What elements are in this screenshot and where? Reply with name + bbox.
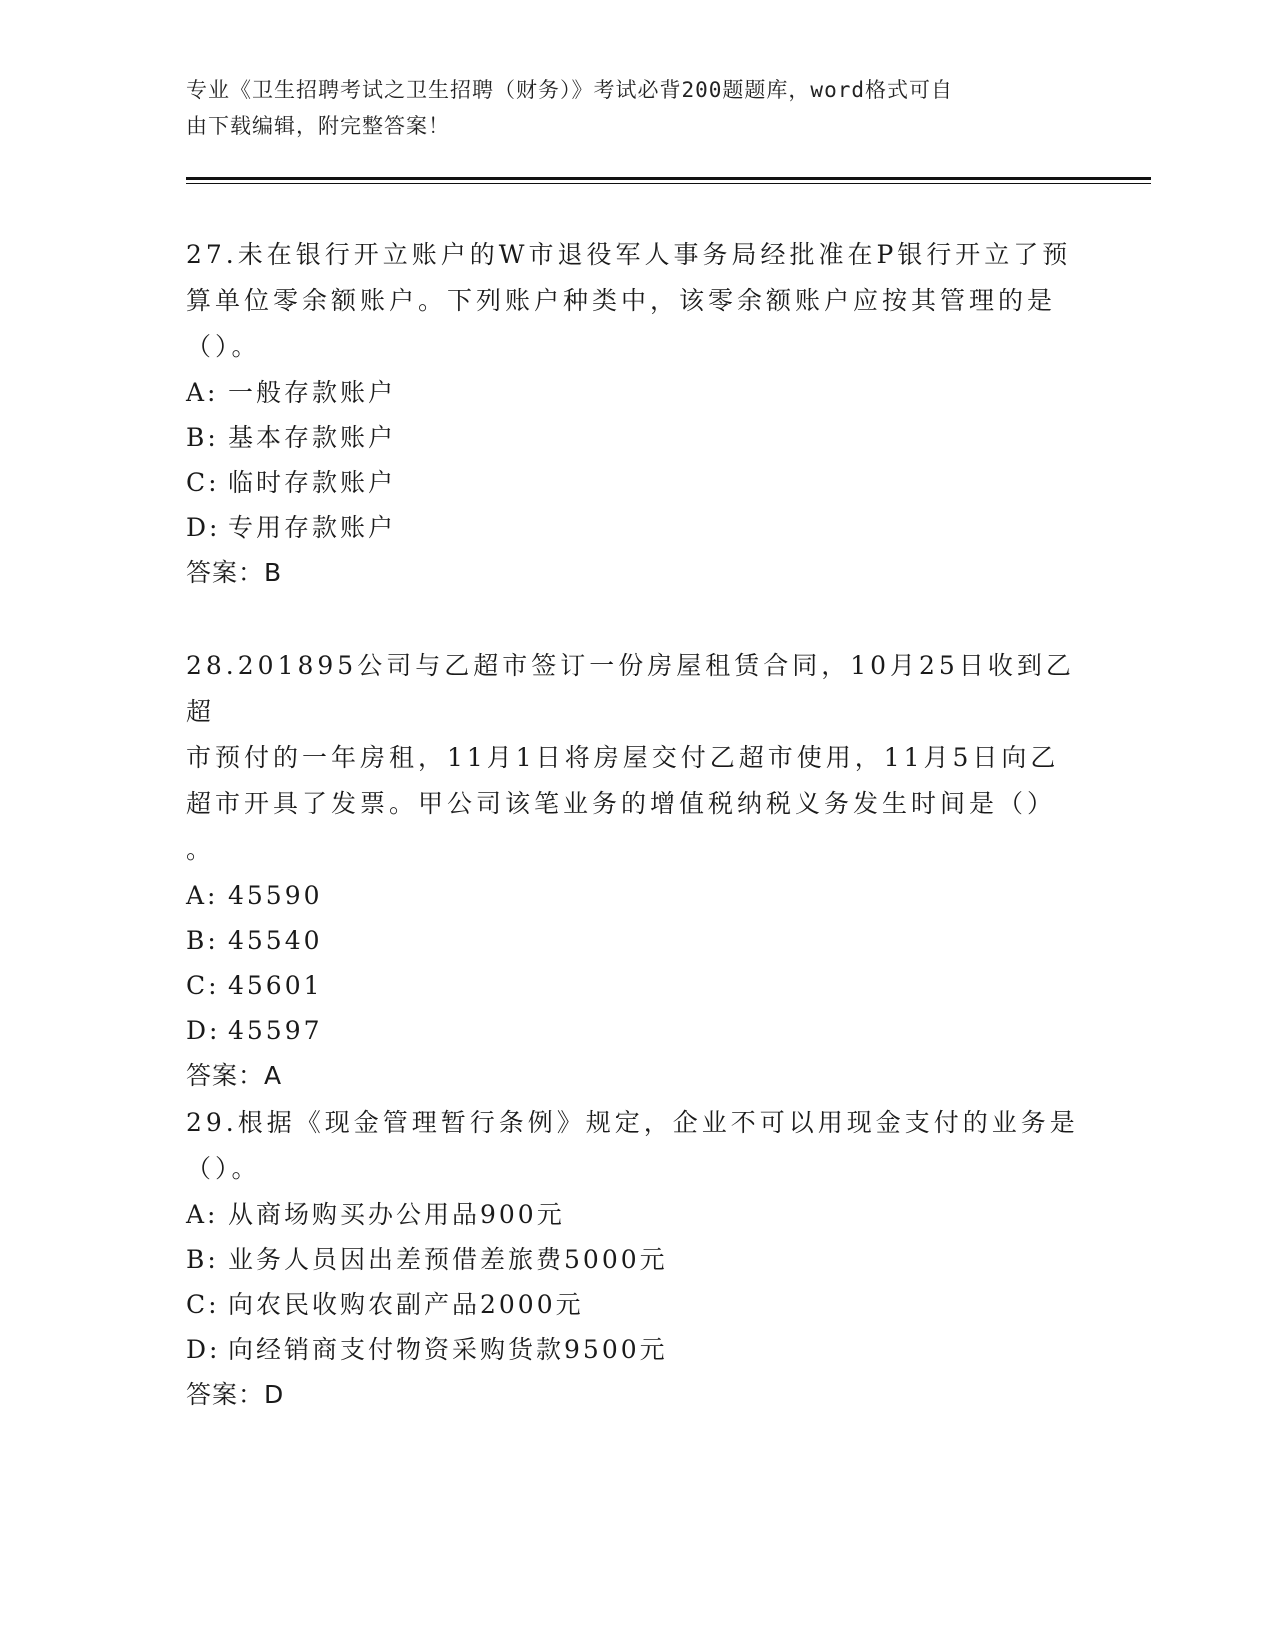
option-d <box>186 1327 1086 1372</box>
question-line: 。 <box>186 835 216 864</box>
option-d <box>186 1008 1086 1053</box>
question-line: 算单位零余额账户。下列账户种类中，该零余额账户应按其管理的是 <box>186 286 1057 315</box>
option-text: 45540 <box>228 926 323 955</box>
question-line: （）。 <box>186 332 261 361</box>
question-27 <box>186 232 1086 596</box>
option-b <box>186 1237 1086 1282</box>
question-line: 29.根据《现金管理暂行条例》规定，企业不可以用现金支付的业务是 <box>186 1108 1079 1137</box>
document-header <box>186 72 1066 144</box>
option-c <box>186 1282 1086 1327</box>
option-text: 一般存款账户 <box>228 378 397 407</box>
header-line-2: 由下载编辑，附完整答案！ <box>186 114 450 138</box>
option-text: 专用存款账户 <box>228 513 397 542</box>
question-28 <box>186 643 1086 1099</box>
option-b <box>186 415 1086 460</box>
header-divider-thin <box>186 183 1151 184</box>
question-line: 27.未在银行开立账户的W市退役军人事务局经批准在P银行开立了预 <box>186 240 1072 269</box>
option-text: 向经销商支付物资采购货款9500元 <box>228 1335 668 1364</box>
option-a <box>186 1192 1086 1237</box>
question-line: 市预付的一年房租，11月1日将房屋交付乙超市使用，11月5日向乙 <box>186 743 1060 772</box>
option-letter: D: <box>186 1016 221 1045</box>
option-letter: A: <box>186 1200 219 1229</box>
header-divider-thick <box>186 177 1151 180</box>
question-line: 超市开具了发票。甲公司该笔业务的增值税纳税义务发生时间是（） <box>186 789 1057 818</box>
question-stem <box>186 232 1086 370</box>
question-stem <box>186 643 1086 873</box>
option-letter: A: <box>186 881 219 910</box>
option-text: 业务人员因出差预借差旅费5000元 <box>228 1245 668 1274</box>
question-29 <box>186 1100 1086 1418</box>
option-letter: B: <box>186 926 219 955</box>
option-letter: C: <box>186 468 220 497</box>
option-letter: B: <box>186 423 219 452</box>
option-letter: D: <box>186 1335 221 1364</box>
option-letter: A: <box>186 378 219 407</box>
option-text: 基本存款账户 <box>228 423 397 452</box>
option-letter: C: <box>186 971 220 1000</box>
option-c <box>186 460 1086 505</box>
question-line: 28.201895公司与乙超市签订一份房屋租赁合同，10月25日收到乙超 <box>186 651 1075 726</box>
question-line: （）。 <box>186 1154 261 1183</box>
answer-line: 答案：D <box>186 1380 285 1409</box>
option-b <box>186 918 1086 963</box>
option-text: 45590 <box>228 881 323 910</box>
option-text: 45601 <box>228 971 323 1000</box>
option-a <box>186 873 1086 918</box>
option-letter: D: <box>186 513 221 542</box>
header-line-1: 专业《卫生招聘考试之卫生招聘（财务）》考试必背200题题库，word格式可自 <box>186 78 953 102</box>
option-a <box>186 370 1086 415</box>
option-letter: C: <box>186 1290 220 1319</box>
option-d <box>186 505 1086 550</box>
option-text: 从商场购买办公用品900元 <box>228 1200 565 1229</box>
option-c <box>186 963 1086 1008</box>
option-text: 向农民收购农副产品2000元 <box>228 1290 584 1319</box>
question-stem <box>186 1100 1086 1192</box>
option-letter: B: <box>186 1245 219 1274</box>
answer-line: 答案：A <box>186 1061 283 1090</box>
option-text: 临时存款账户 <box>228 468 397 497</box>
answer-line: 答案：B <box>186 558 283 587</box>
option-text: 45597 <box>228 1016 323 1045</box>
